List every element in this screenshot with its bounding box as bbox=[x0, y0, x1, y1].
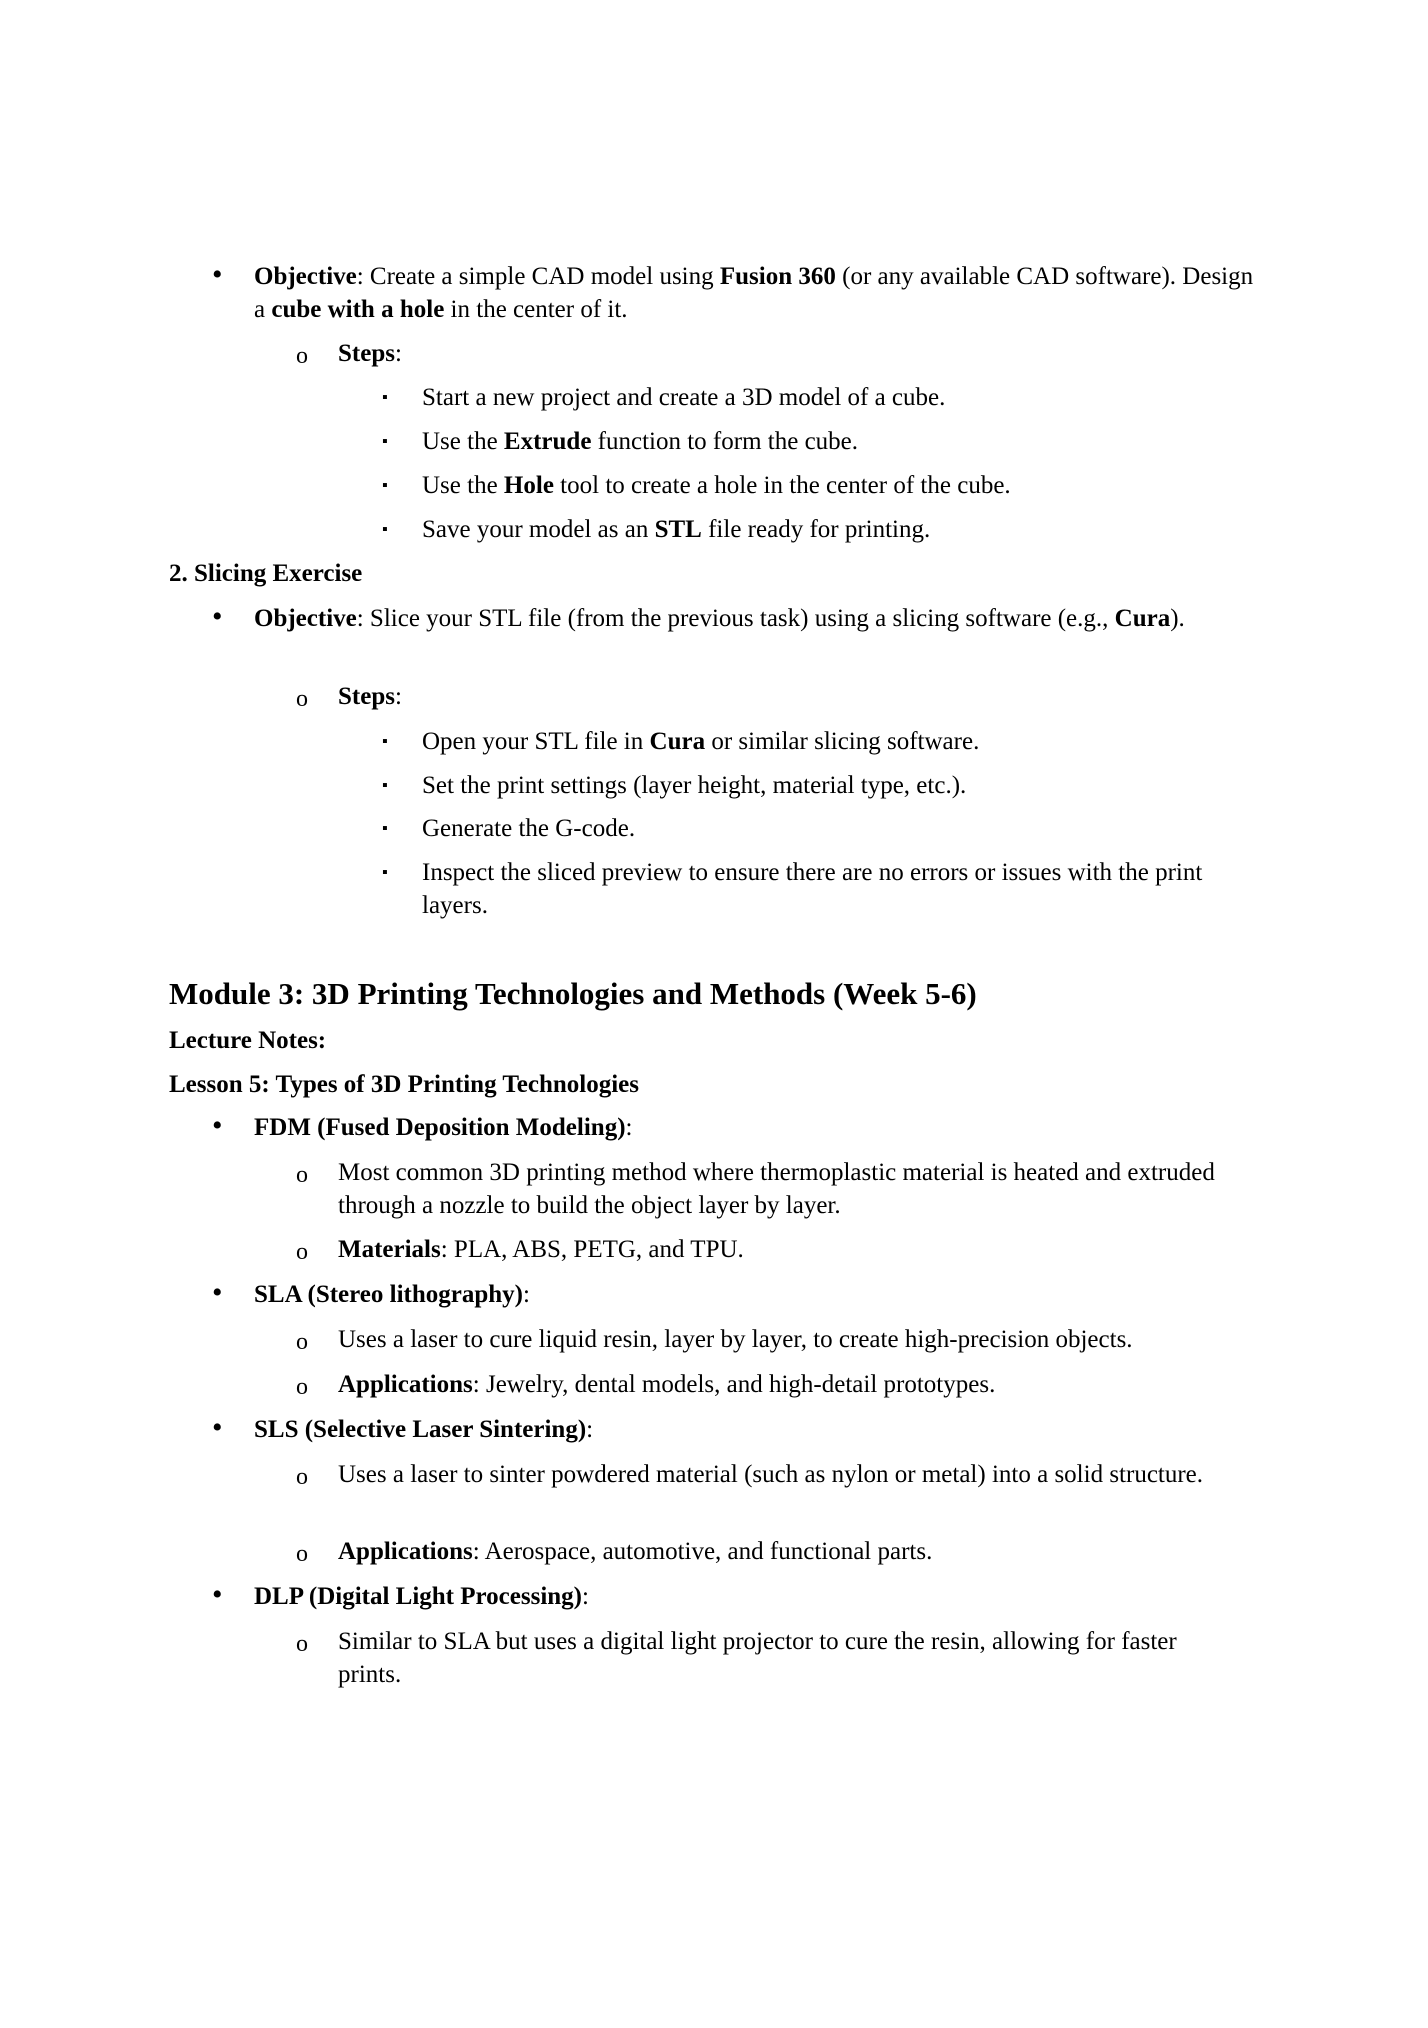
task2-step-3: Generate the G-code. bbox=[422, 815, 636, 842]
sla-applications: Applications: Jewelry, dental models, and high-detail prototypes. bbox=[338, 1371, 996, 1398]
square-marker: ▪ bbox=[382, 733, 388, 750]
module3-title: Module 3: 3D Printing Technologies and Methods (Week 5-6) bbox=[169, 976, 977, 1011]
fdm-item: FDM (Fused Deposition Modeling): bbox=[254, 1114, 633, 1141]
circle-marker: o bbox=[296, 343, 308, 369]
bullet-marker: • bbox=[212, 1578, 223, 1611]
square-marker: ▪ bbox=[382, 433, 388, 450]
task2-step-1: Open your STL file in Cura or similar slicing software. bbox=[422, 728, 980, 755]
sls-description: Uses a laser to sinter powdered material (such as nylon or metal) into a solid structure. bbox=[338, 1461, 1204, 1488]
task1-step-1: Start a new project and create a 3D model of a cube. bbox=[422, 384, 946, 411]
bullet-marker: • bbox=[212, 600, 223, 633]
circle-marker: o bbox=[296, 1631, 308, 1657]
circle-marker: o bbox=[296, 1541, 308, 1567]
task2-steps-label: Steps: bbox=[338, 683, 402, 710]
task1-step-2: Use the Extrude function to form the cube. bbox=[422, 428, 859, 455]
circle-marker: o bbox=[296, 686, 308, 712]
slicing-exercise-heading: 2. Slicing Exercise bbox=[169, 560, 363, 587]
sla-description: Uses a laser to cure liquid resin, layer by layer, to create high-precision objects. bbox=[338, 1326, 1133, 1353]
square-marker: ▪ bbox=[382, 864, 388, 881]
fdm-description: Most common 3D printing method where thermoplastic material is heated and extruded through a nozzle to build the object layer by layer. bbox=[338, 1159, 1215, 1219]
sls-item: SLS (Selective Laser Sintering): bbox=[254, 1416, 594, 1443]
circle-marker: o bbox=[296, 1162, 308, 1188]
task2-objective: Objective: Slice your STL file (from the previous task) using a slicing software (e.g., Cura). bbox=[254, 605, 1185, 632]
square-marker: ▪ bbox=[382, 477, 388, 494]
dlp-item: DLP (Digital Light Processing): bbox=[254, 1583, 589, 1610]
circle-marker: o bbox=[296, 1239, 308, 1265]
task1-step-3: Use the Hole tool to create a hole in the center of the cube. bbox=[422, 472, 1011, 499]
bullet-marker: • bbox=[212, 1411, 223, 1444]
fdm-materials: Materials: PLA, ABS, PETG, and TPU. bbox=[338, 1236, 744, 1263]
square-marker: ▪ bbox=[382, 521, 388, 538]
square-marker: ▪ bbox=[382, 777, 388, 794]
task1-steps-label: Steps: bbox=[338, 340, 402, 367]
circle-marker: o bbox=[296, 1329, 308, 1355]
lesson5-heading: Lesson 5: Types of 3D Printing Technologies bbox=[169, 1071, 639, 1098]
square-marker: ▪ bbox=[382, 389, 388, 406]
lecture-notes-heading: Lecture Notes: bbox=[169, 1027, 327, 1054]
bullet-marker: • bbox=[212, 1276, 223, 1309]
bullet-marker: • bbox=[212, 1109, 223, 1142]
dlp-description: Similar to SLA but uses a digital light projector to cure the resin, allowing for faster prints. bbox=[338, 1628, 1177, 1688]
sls-applications: Applications: Aerospace, automotive, and functional parts. bbox=[338, 1538, 933, 1565]
circle-marker: o bbox=[296, 1464, 308, 1490]
task1-objective: Objective: Create a simple CAD model using Fusion 360 (or any available CAD software). Design a cube with a hole in the center of it. bbox=[254, 263, 1254, 323]
square-marker: ▪ bbox=[382, 820, 388, 837]
task2-step-4: Inspect the sliced preview to ensure there are no errors or issues with the print layers. bbox=[422, 859, 1203, 919]
sla-item: SLA (Stereo lithography): bbox=[254, 1281, 530, 1308]
task1-step-4: Save your model as an STL file ready for printing. bbox=[422, 516, 931, 543]
bullet-marker: • bbox=[212, 258, 223, 291]
circle-marker: o bbox=[296, 1374, 308, 1400]
task2-step-2: Set the print settings (layer height, material type, etc.). bbox=[422, 772, 967, 799]
